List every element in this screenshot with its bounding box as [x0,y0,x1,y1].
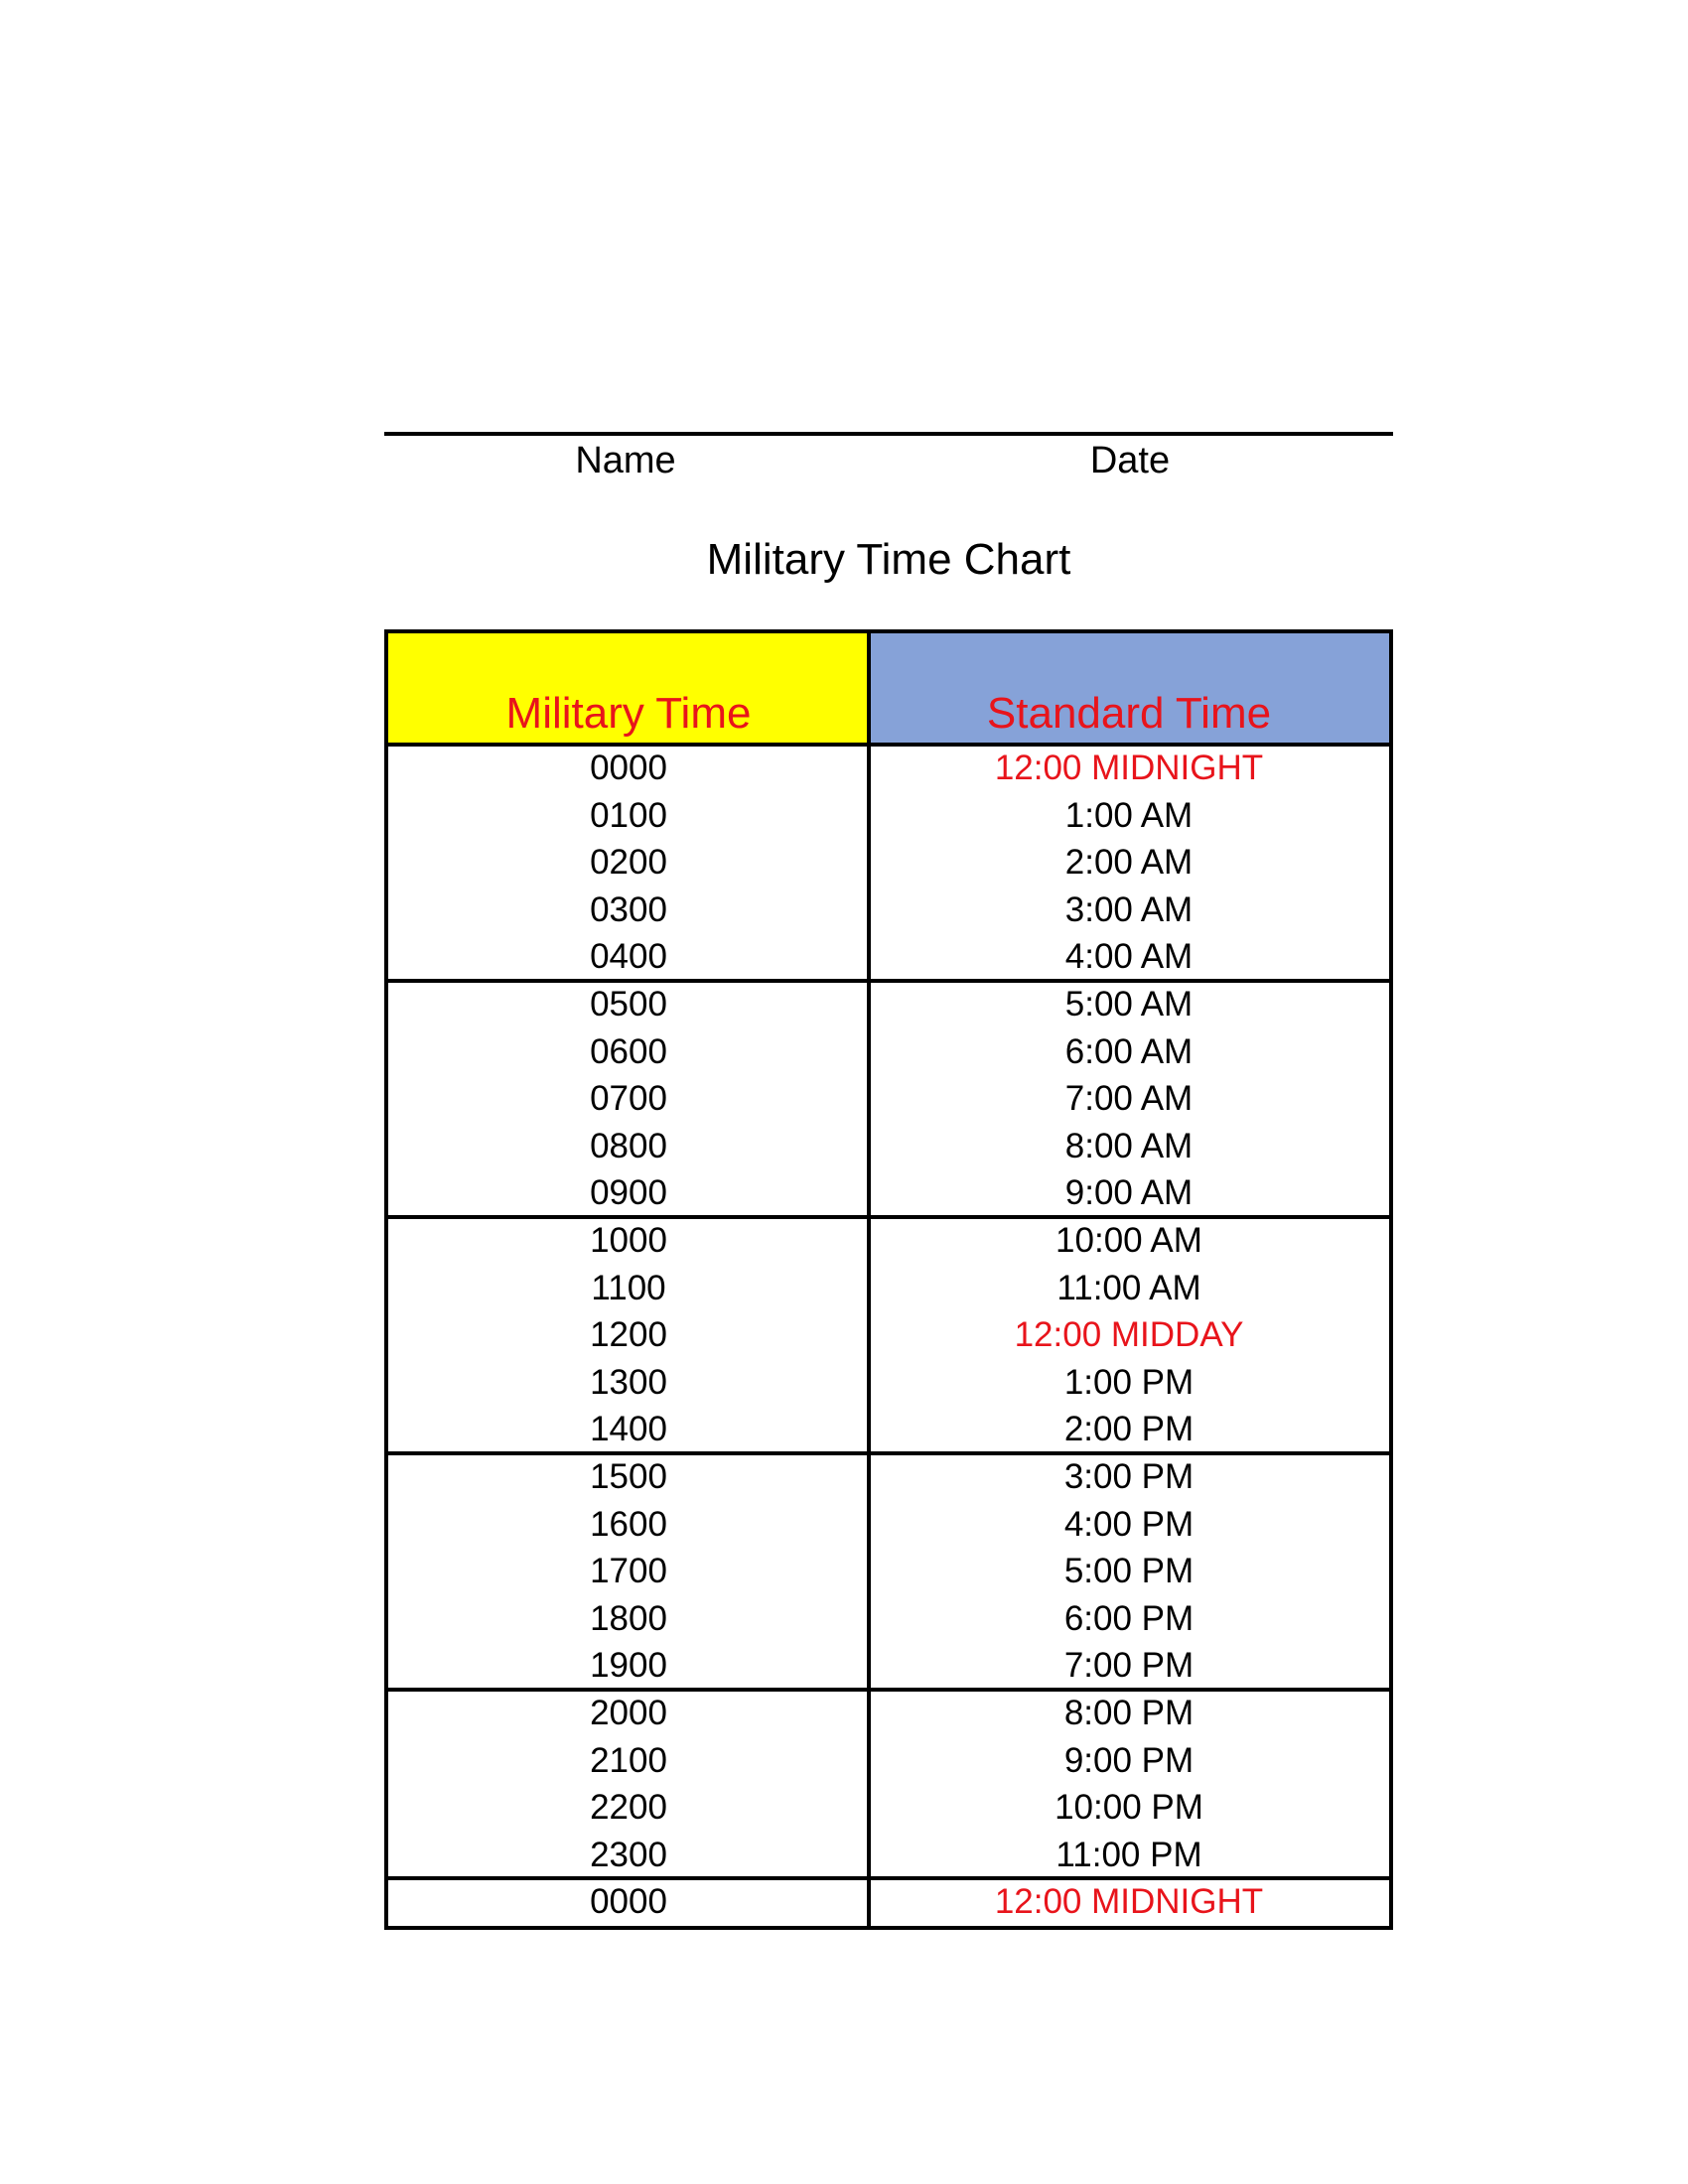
standard-time-cell: 3:00 PM [1063,1457,1195,1496]
standard-time-cell: 1:00 PM [1063,1362,1195,1402]
standard-time-cell: 11:00 AM [1056,1268,1201,1307]
table-row [388,1784,1389,1832]
military-time-cell: 2200 [590,1788,667,1828]
military-time-cell: 1300 [590,1362,667,1402]
military-time-cell: 0900 [590,1173,667,1213]
standard-time-cell: 6:00 PM [1063,1598,1195,1638]
page-title: Military Time Chart [706,535,1071,584]
military-time-cell: 1200 [590,1315,667,1355]
standard-time-cell: 7:00 PM [1063,1646,1195,1686]
standard-time-cell: 1:00 AM [1064,795,1194,835]
military-time-cell: 1400 [590,1410,667,1449]
table-row [388,1028,1389,1076]
military-time-cell: 0200 [590,843,667,883]
standard-time-cell: 12:00 MIDDAY [1014,1315,1244,1355]
table-row [388,1453,1389,1501]
table-row [388,1123,1389,1170]
military-time-cell: 0300 [590,889,667,929]
table-row [388,1265,1389,1312]
military-time-cell: 0000 [590,749,667,787]
standard-time-cell: 4:00 AM [1064,937,1194,977]
military-time-cell: 0100 [590,795,667,835]
table-row [388,1548,1389,1595]
military-time-cell: 2100 [590,1740,667,1780]
table-row [388,981,1389,1028]
military-time-cell: 0600 [590,1031,667,1071]
standard-time-cell: 10:00 AM [1055,1221,1202,1260]
military-time-cell: 0000 [590,1882,667,1922]
standard-time-cell: 5:00 AM [1064,985,1194,1024]
military-time-cell: 0700 [590,1079,667,1119]
standard-time-cell: 8:00 AM [1064,1126,1194,1165]
table-row [388,1217,1389,1265]
table-row [388,839,1389,887]
name-label: Name [575,440,676,481]
standard-time-cell: 2:00 AM [1064,843,1194,883]
standard-time-cell: 6:00 AM [1064,1031,1194,1071]
group-divider [388,1451,1389,1455]
column-header-military-time: Military Time [388,633,869,745]
table-row [388,1690,1389,1737]
military-time-cell: 1700 [590,1552,667,1591]
table-row [388,792,1389,840]
table-row [388,1359,1389,1407]
standard-time-cell: 9:00 PM [1063,1740,1195,1780]
standard-time-cell: 8:00 PM [1063,1694,1195,1732]
table-row [388,887,1389,934]
military-time-cell: 1100 [591,1268,666,1307]
table-row [388,1642,1389,1690]
table-row [388,1595,1389,1643]
table-row [388,933,1389,981]
military-time-cell: 2300 [590,1835,667,1874]
military-time-cell: 1600 [590,1504,667,1544]
standard-time-cell: 12:00 MIDNIGHT [994,749,1264,787]
military-time-cell: 2000 [590,1694,667,1732]
standard-time-cell: 2:00 PM [1063,1410,1195,1449]
group-divider [388,1215,1389,1219]
table-row [388,1878,1389,1926]
standard-time-cell: 4:00 PM [1063,1504,1195,1544]
table-row [388,1501,1389,1549]
table-row [388,1832,1389,1879]
column-divider [867,633,871,1926]
standard-time-cell: 3:00 AM [1064,889,1194,929]
military-time-cell: 0400 [590,937,667,977]
military-time-cell: 1500 [590,1457,667,1496]
column-header-standard-time: Standard Time [869,633,1389,745]
group-divider [388,1876,1389,1880]
standard-time-cell: 9:00 AM [1064,1173,1194,1213]
group-divider [388,979,1389,983]
group-divider [388,1688,1389,1692]
military-time-cell: 1900 [590,1646,667,1686]
table-row [388,1311,1389,1359]
table-row [388,745,1389,792]
standard-time-cell: 11:00 PM [1055,1835,1202,1874]
military-time-cell: 0800 [590,1126,667,1165]
signature-line [384,432,1393,436]
military-time-cell: 0500 [590,985,667,1024]
standard-time-cell: 12:00 MIDNIGHT [994,1882,1264,1922]
standard-time-cell: 10:00 PM [1055,1788,1203,1828]
military-time-table [384,629,1393,1930]
military-time-cell: 1000 [590,1221,667,1260]
table-row [388,1406,1389,1453]
date-label: Date [1089,440,1171,481]
standard-time-cell: 5:00 PM [1063,1552,1195,1591]
military-time-cell: 1800 [590,1598,667,1638]
table-row [388,1737,1389,1785]
standard-time-cell: 7:00 AM [1064,1079,1194,1119]
header-divider [388,743,1389,747]
table-row [388,1075,1389,1123]
table-row [388,1169,1389,1217]
